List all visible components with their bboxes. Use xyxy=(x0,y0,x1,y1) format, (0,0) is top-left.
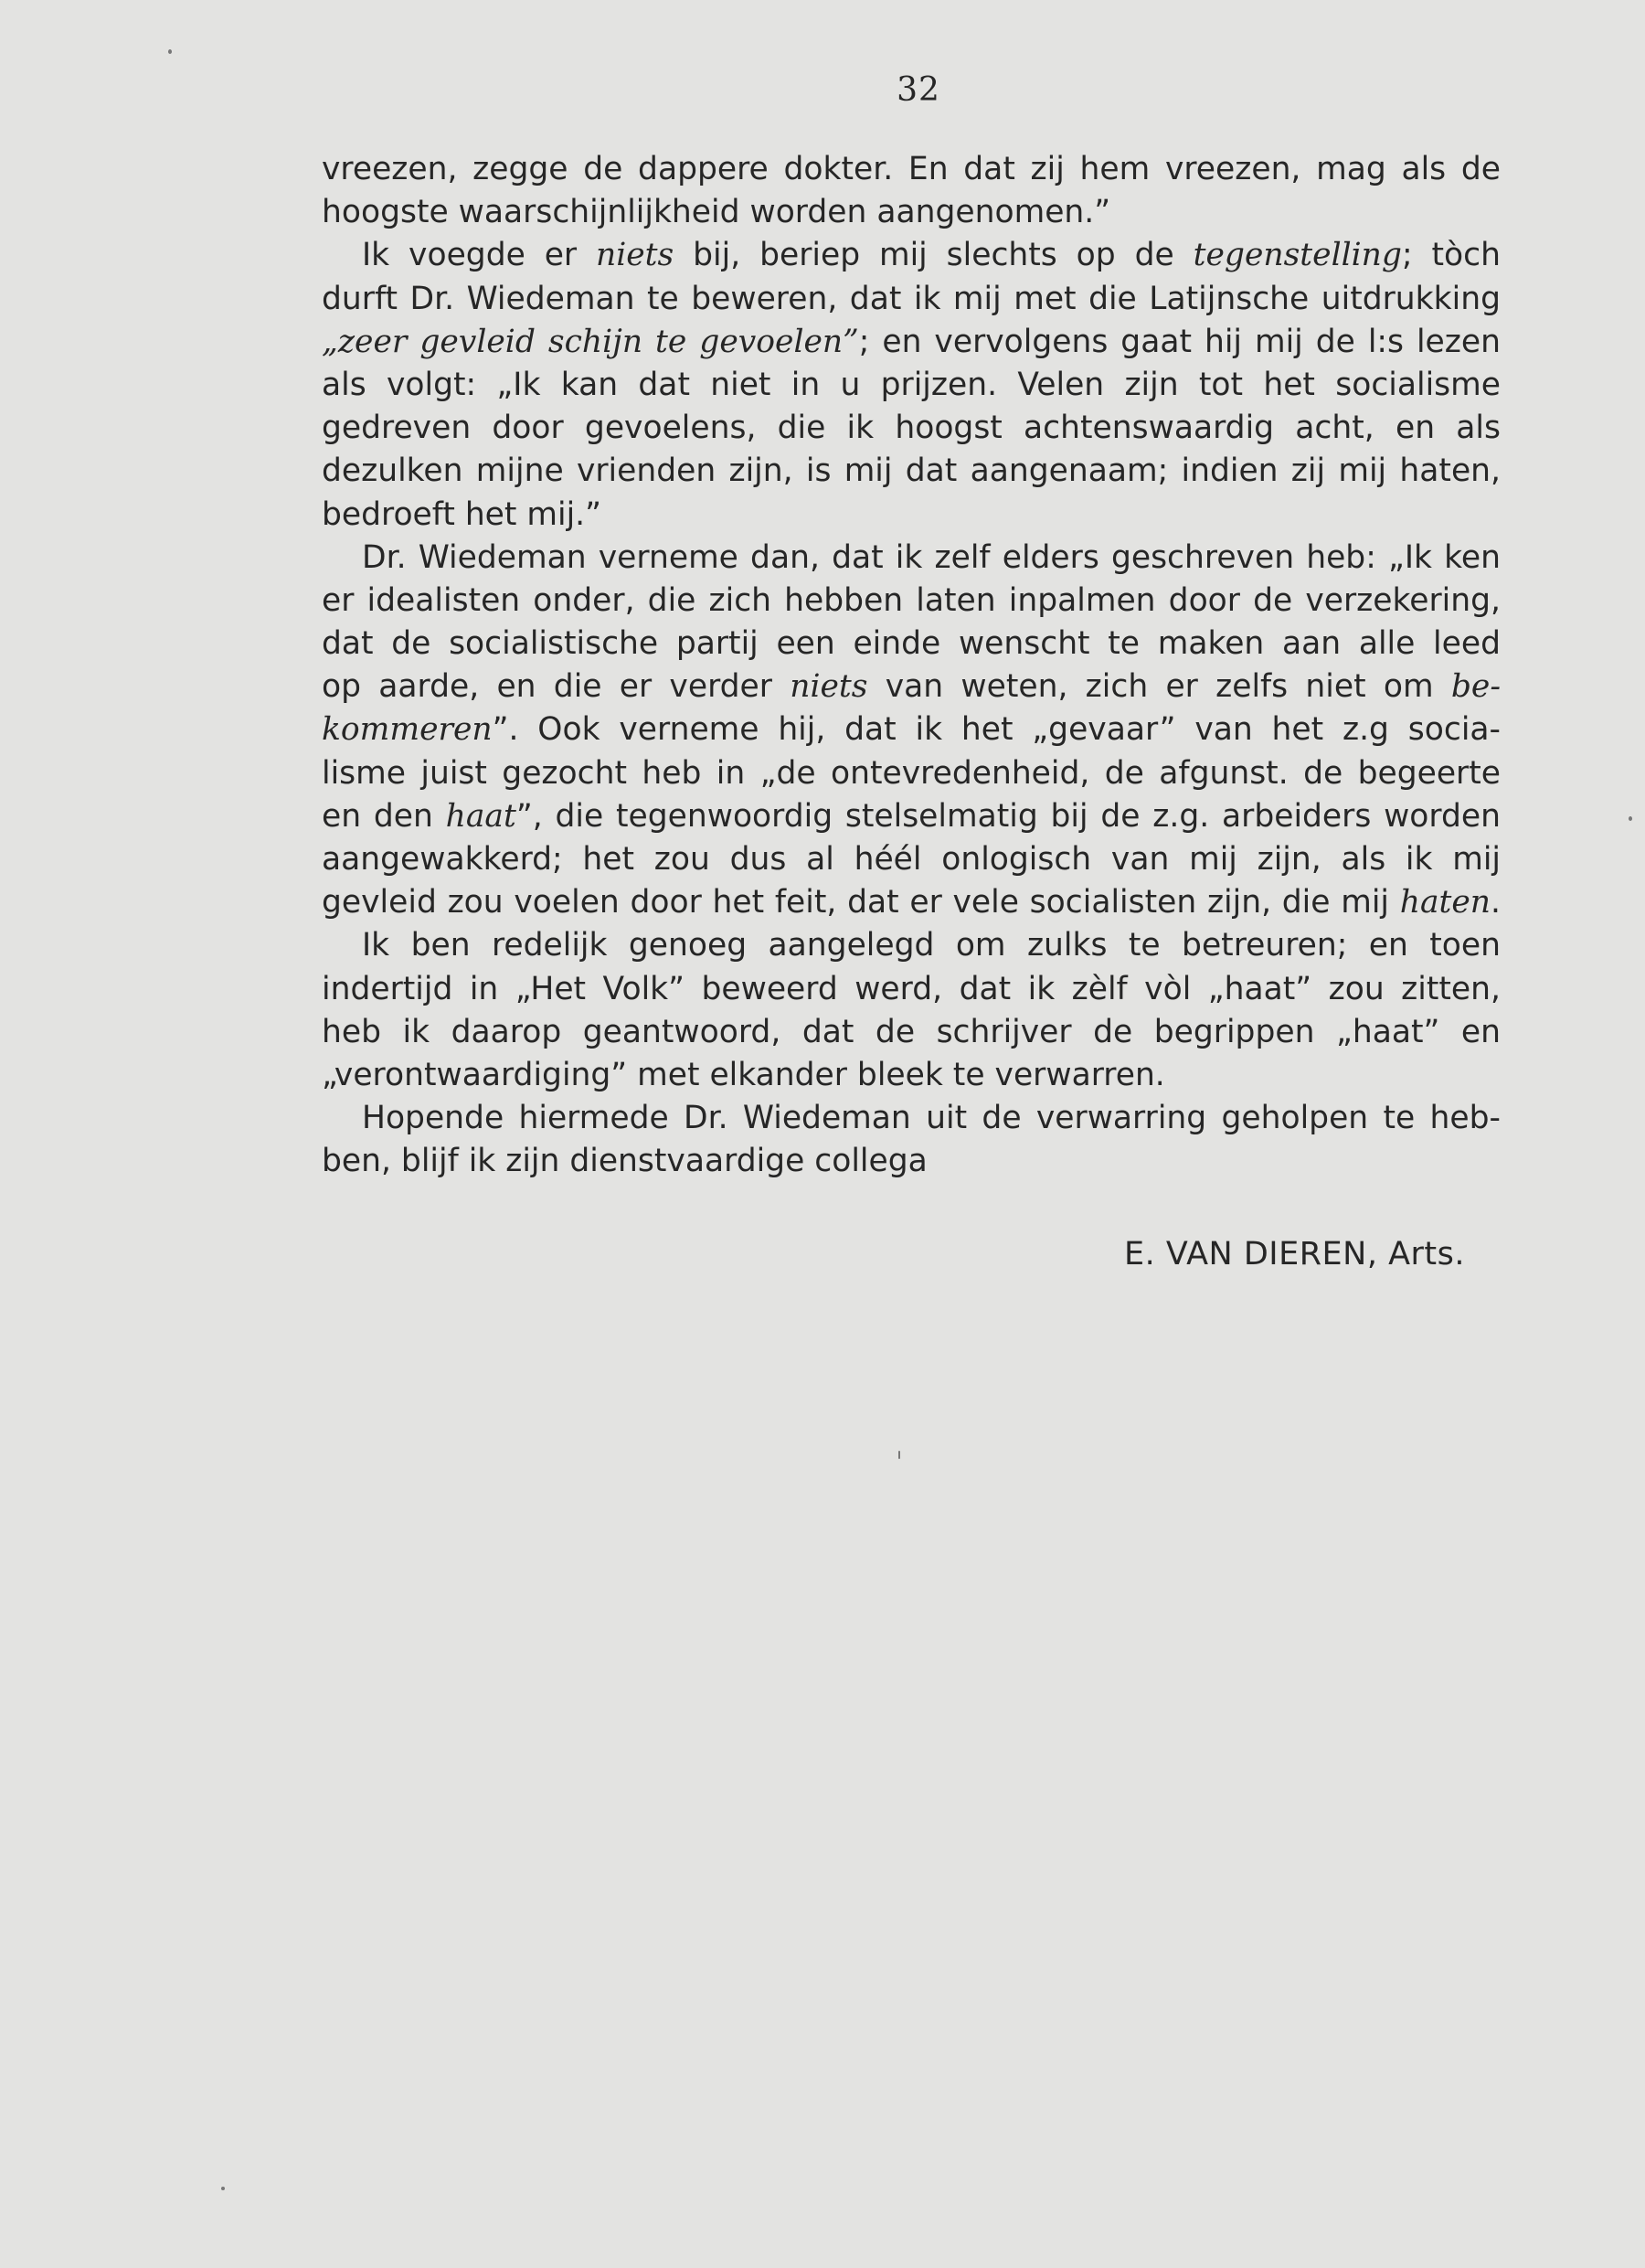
italic-run: be- xyxy=(1450,668,1501,706)
italic-run: „zeer gevleid schijn te gevoelen” xyxy=(322,323,859,360)
text-line: „verontwaardiging” met elkander bleek te verwarren. xyxy=(322,1056,1165,1093)
text-line: kommeren”. Ook verneme hij, dat ik het „gevaar” van het z.g socia- xyxy=(322,711,1501,749)
text-line: hoogste waarschijnlijkheid worden aangenomen.” xyxy=(322,194,1111,231)
text-line: Hopende hiermede Dr. Wiedeman uit de verwarring geholpen te heb- xyxy=(362,1100,1501,1137)
text-line: indertijd in „Het Volk” beweerd werd, dat ik zèlf vòl „haat” zou zitten, xyxy=(322,970,1501,1007)
text-line: Ik voegde er niets bij, beriep mij slechts op de tegenstelling; tòch xyxy=(362,237,1501,274)
italic-run: haten xyxy=(1399,884,1491,921)
text-line: gevleid zou voelen door het feit, dat er vele socialisten zijn, die mij haten. xyxy=(322,884,1501,921)
italic-run: kommeren xyxy=(322,711,493,749)
text-line: dat de socialistische partij een einde wenscht te maken aan alle leed xyxy=(322,625,1501,663)
scan-speck xyxy=(168,49,172,54)
signature: E. VAN DIEREN, Arts. xyxy=(1124,1236,1465,1272)
italic-run: tegenstelling xyxy=(1193,237,1402,274)
body-text xyxy=(322,148,1501,1184)
text-line: vreezen, zegge de dappere dokter. En dat zij hem vreezen, mag als de xyxy=(322,151,1501,187)
text-line: Ik ben redelijk genoeg aangelegd om zulks te betreuren; en toen xyxy=(362,927,1501,964)
text-line: „zeer gevleid schijn te gevoelen”; en vervolgens gaat hij mij de l:s lezen xyxy=(322,323,1501,360)
italic-run: niets xyxy=(790,668,868,706)
scan-speck xyxy=(1629,816,1632,821)
text-line: heb ik daarop geantwoord, dat de schrijver de begrippen „haat” en xyxy=(322,1013,1501,1050)
text-line: er idealisten onder, die zich hebben laten inpalmen door de verzekering, xyxy=(322,581,1501,619)
scan-speck xyxy=(221,2187,225,2190)
page-number: 32 xyxy=(897,71,940,109)
text-line: dezulken mijne vrienden zijn, is mij dat aangenaam; indien zij mij haten, xyxy=(322,453,1501,490)
text-line: gedreven door gevoelens, die ik hoogst achtenswaardig acht, en als xyxy=(322,410,1501,447)
text-line: bedroeft het mij.” xyxy=(322,495,602,533)
text-line: en den haat”, die tegenwoordig stelselmatig bij de z.g. arbeiders worden xyxy=(322,797,1501,835)
text-line: op aarde, en die er verder niets van weten, zich er zelfs niet om be- xyxy=(322,668,1501,706)
italic-run: niets xyxy=(596,237,674,274)
text-line: als volgt: „Ik kan dat niet in u prijzen. Velen zijn tot het socialisme xyxy=(322,366,1501,403)
text-line: aangewakkerd; het zou dus al héél onlogisch van mij zijn, als ik mij xyxy=(322,841,1501,878)
scan-speck xyxy=(898,1451,900,1459)
text-line: lisme juist gezocht heb in „de ontevredenheid, de afgunst. de begeerte xyxy=(322,754,1501,792)
text-line: Dr. Wiedeman verneme dan, dat ik zelf elders geschreven heb: „Ik ken xyxy=(362,538,1501,576)
italic-run: haat xyxy=(445,797,516,835)
text-line: ben, blijf ik zijn dienstvaardige collega xyxy=(322,1143,928,1180)
text-line: durft Dr. Wiedeman te beweren, dat ik mij met die Latijnsche uitdrukking xyxy=(322,280,1501,317)
